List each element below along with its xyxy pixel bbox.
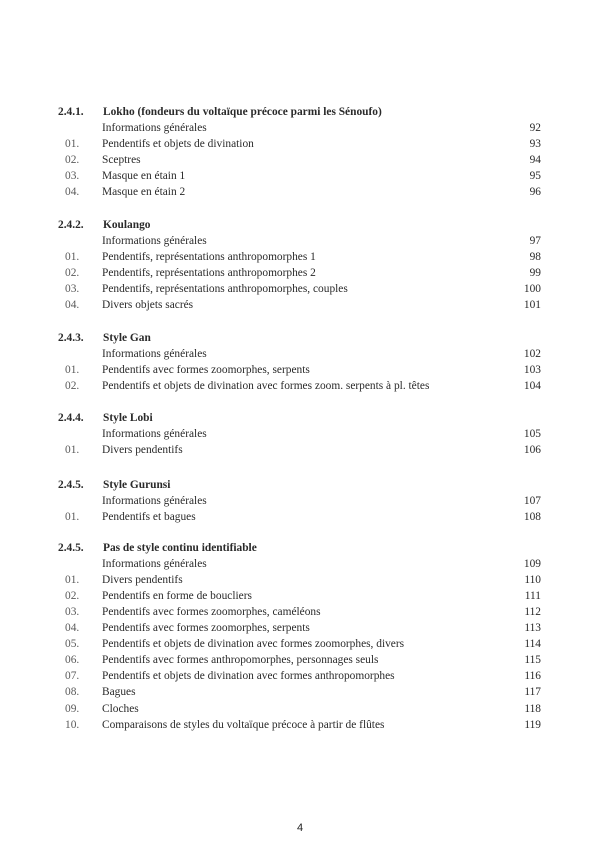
entry-label: Informations générales [102,495,207,508]
toc-entry [0,186,600,202]
entry-code: 02. [65,590,80,603]
entry-label: Informations générales [102,558,207,571]
entry-code: 04. [65,622,80,635]
entry-code: 04. [65,186,80,199]
entry-code: 02. [65,154,80,167]
entry-label: Pendentifs en forme de boucliers [102,590,252,603]
entry-page-number: 113 [524,622,541,635]
toc-entry [0,428,600,444]
toc-entry [0,299,600,315]
entry-page-number: 117 [524,686,541,699]
section-title: Style Gurunsi [103,479,171,491]
toc-entry [0,495,600,511]
entry-page-number: 98 [529,251,541,264]
entry-page-number: 107 [523,495,541,508]
section-number: 2.4.5. [58,479,84,491]
entry-page-number: 95 [529,170,541,183]
entry-page-number: 112 [524,606,541,619]
section-number: 2.4.1. [58,106,84,118]
section-number: 2.4.5. [58,542,84,554]
entry-code: 05. [65,638,80,651]
entry-code: 08. [65,686,80,699]
toc-entry [0,364,600,380]
toc-entry [0,670,600,686]
section-number: 2.4.2. [58,219,84,231]
toc-entry [0,154,600,170]
toc-entry [0,380,600,396]
toc-entry [0,444,600,460]
entry-page-number: 93 [529,138,541,151]
toc-entry [0,719,600,735]
entry-label: Pendentifs et objets de divination avec formes anthropomorphes [102,670,395,683]
entry-page-number: 101 [523,299,541,312]
entry-page-number: 109 [523,558,541,571]
entry-label: Informations générales [102,428,207,441]
entry-code: 01. [65,511,80,524]
entry-label: Pendentifs avec formes anthropomorphes, personnages seuls [102,654,379,667]
entry-label: Pendentifs, représentations anthropomorphes 2 [102,267,316,280]
entry-label: Pendentifs avec formes zoomorphes, caméléons [102,606,321,619]
toc-entry [0,686,600,702]
entry-page-number: 99 [529,267,541,280]
entry-page-number: 115 [524,654,541,667]
toc-entry [0,574,600,590]
toc-entry [0,654,600,670]
section-number: 2.4.3. [58,332,84,344]
entry-code: 01. [65,444,80,457]
entry-label: Sceptres [102,154,141,167]
section-title: Lokho (fondeurs du voltaïque précoce parmi les Sénoufo) [103,106,382,118]
section-title: Style Gan [103,332,151,344]
toc-entry [0,703,600,719]
entry-label: Divers pendentifs [102,444,183,457]
entry-code: 10. [65,718,80,731]
entry-code: 01. [65,251,80,264]
entry-code: 03. [65,606,80,619]
toc-entry [0,267,600,283]
entry-label: Bagues [102,686,136,699]
entry-label: Masque en étain 2 [102,186,186,199]
entry-page-number: 118 [524,702,541,715]
toc-entry [0,558,600,574]
section-title: Pas de style continu identifiable [103,542,257,554]
entry-page-number: 103 [523,364,541,377]
entry-page-number: 116 [524,670,541,683]
entry-label: Divers objets sacrés [102,299,194,312]
page-number: 4 [296,822,304,834]
entry-page-number: 104 [523,380,541,393]
entry-code: 03. [65,283,80,296]
toc-entry [0,590,600,606]
entry-label: Pendentifs, représentations anthropomorphes 1 [102,251,316,264]
entry-page-number: 97 [529,235,541,248]
entry-code: 01. [65,574,80,587]
entry-label: Pendentifs, représentations anthropomorphes, couples [102,283,348,296]
entry-page-number: 105 [523,428,541,441]
entry-page-number: 94 [529,154,541,167]
entry-code: 01. [65,364,80,377]
entry-page-number: 92 [529,122,541,135]
toc-entry [0,138,600,154]
toc-entry [0,283,600,299]
entry-code: 02. [65,267,80,280]
toc-entry [0,251,600,267]
entry-code: 03. [65,170,80,183]
entry-label: Pendentifs et objets de divination avec formes zoomorphes, divers [102,638,405,651]
entry-label: Informations générales [102,348,207,361]
entry-code: 07. [65,670,80,683]
entry-page-number: 114 [524,638,541,651]
entry-code: 04. [65,299,80,312]
toc-entry [0,638,600,654]
entry-page-number: 100 [523,283,541,296]
entry-label: Cloches [102,702,139,715]
entry-code: 02. [65,380,80,393]
entry-label: Masque en étain 1 [102,170,186,183]
section-number: 2.4.4. [58,412,84,424]
entry-code: 06. [65,654,80,667]
toc-entry [0,606,600,622]
entry-page-number: 119 [524,718,541,731]
entry-label: Pendentifs et objets de divination [102,138,254,151]
entry-label: Divers pendentifs [102,574,183,587]
entry-page-number: 102 [523,348,541,361]
toc-entry [0,122,600,138]
entry-code: 01. [65,138,80,151]
entry-label: Comparaisons de styles du voltaïque précoce à partir de flûtes [102,718,385,731]
toc-entry [0,622,600,638]
entry-page-number: 106 [523,444,541,457]
entry-label: Pendentifs avec formes zoomorphes, serpents [102,622,310,635]
toc-entry [0,348,600,364]
entry-page-number: 108 [523,511,541,524]
entry-page-number: 111 [524,590,541,603]
toc-entry [0,170,600,186]
entry-label: Pendentifs avec formes zoomorphes, serpents [102,364,310,377]
section-title: Koulango [103,219,151,231]
entry-page-number: 96 [529,186,541,199]
entry-label: Informations générales [102,235,207,248]
toc-entry [0,235,600,251]
entry-label: Pendentifs et objets de divination avec formes zoom. serpents à pl. têtes [102,380,430,393]
entry-page-number: 110 [524,574,541,587]
section-title: Style Lobi [103,412,153,424]
entry-label: Pendentifs et bagues [102,511,196,524]
entry-label: Informations générales [102,122,207,135]
toc-entry [0,511,600,527]
entry-code: 09. [65,702,80,715]
